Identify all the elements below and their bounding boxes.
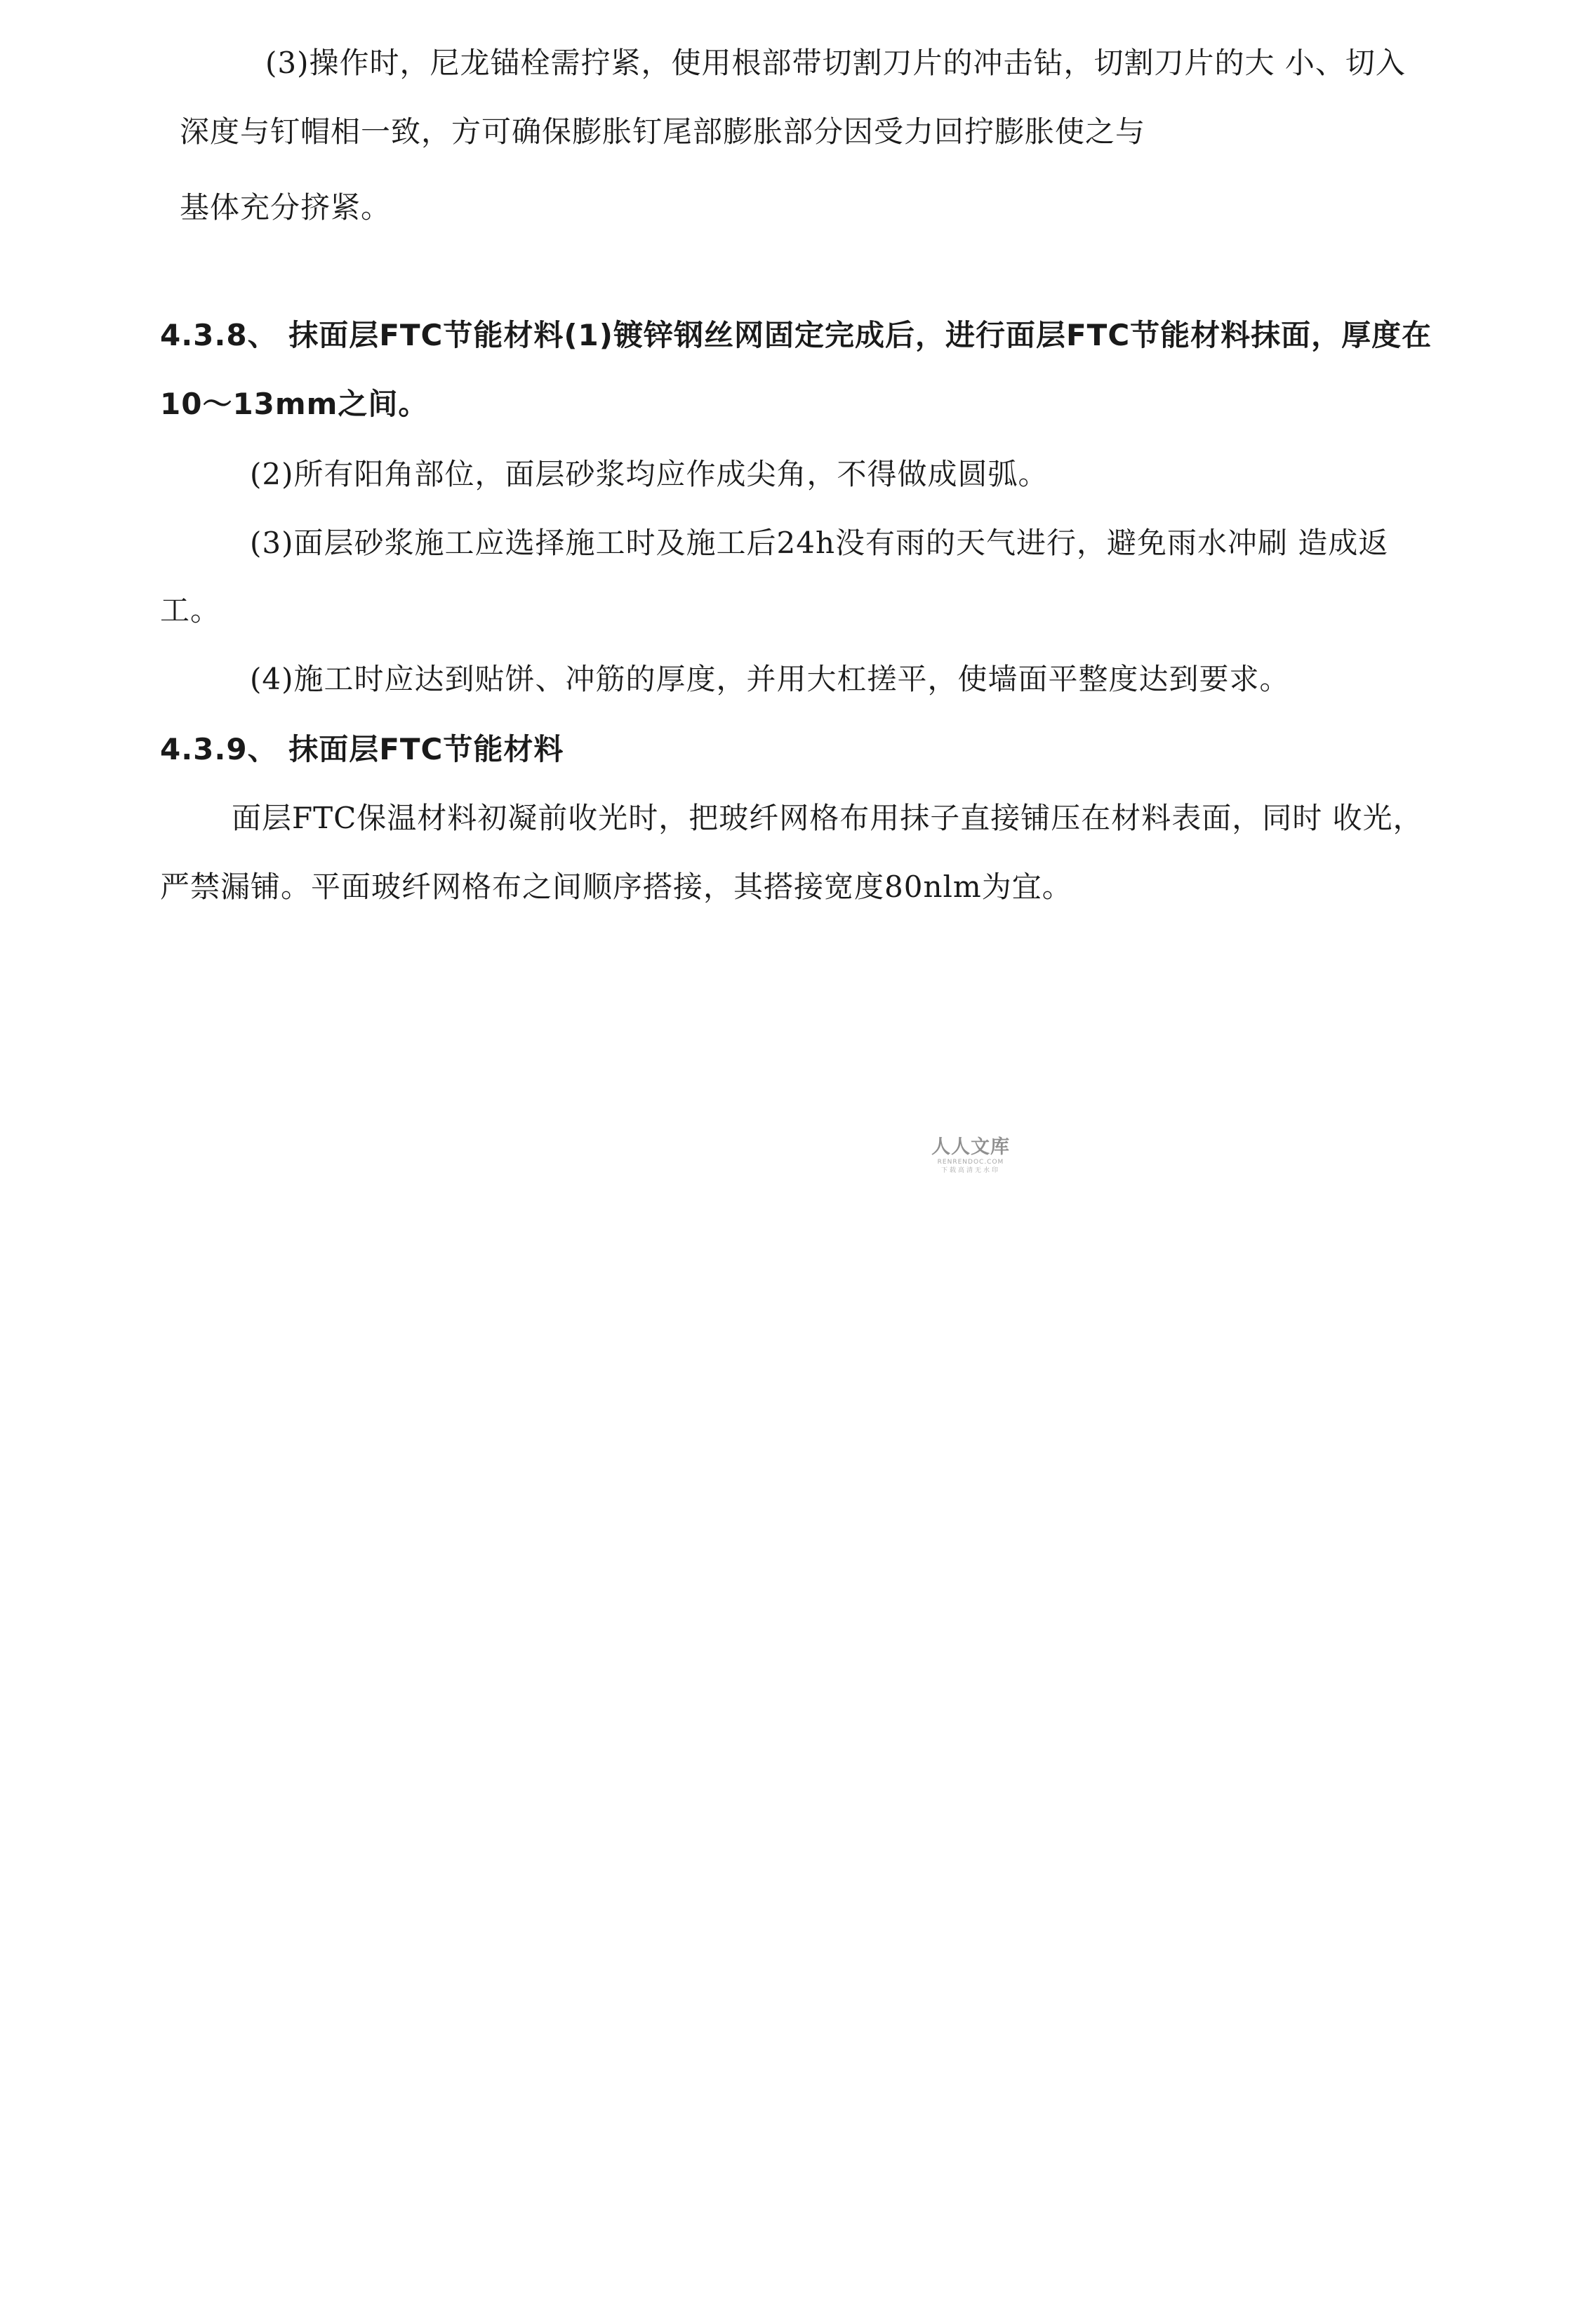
paragraph-line: (3)面层砂浆施工应选择施工时及施工后24h没有雨的天气进行，避免雨水冲刷 造成返: [250, 526, 1389, 560]
paragraph-line: (4)施工时应达到贴饼、冲筋的厚度，并用大杠搓平，使墙面平整度达到要求。: [250, 662, 1290, 696]
paragraph-line: 工。: [160, 593, 221, 627]
paragraph-line: 严禁漏铺。平面玻纤网格布之间顺序搭接，其搭接宽度80nlm为宜。: [160, 870, 1072, 904]
paragraph-line: 基体充分挤紧。: [180, 190, 392, 225]
watermark-tag: 下载高清无水印: [940, 1167, 1000, 1174]
watermark-title: 人人文库: [931, 1136, 1010, 1158]
section-heading-4-3-8: 4.3.8、 抹面层FTC节能材料(1)镀锌钢丝网固定完成后，进行面层FTC节能材料抹面，厚度在: [160, 318, 1432, 352]
paragraph-line: (2)所有阳角部位，面层砂浆均应作成尖角，不得做成圆弧。: [250, 457, 1049, 491]
watermark-url: RENRENDOC.COM: [937, 1159, 1004, 1166]
paragraph-line: 深度与钉帽相一致，方可确保膨胀钉尾部膨胀部分因受力回拧膨胀使之与: [180, 114, 1146, 149]
paragraph-line: (3)操作时，尼龙锚栓需拧紧，使用根部带切割刀片的冲击钻，切割刀片的大 小、切入: [265, 46, 1406, 80]
paragraph-line: 10〜13mm之间。: [160, 387, 429, 421]
paragraph-line: 面层FTC保温材料初凝前收光时，把玻纤网格布用抹子直接铺压在材料表面，同时 收光，: [232, 801, 1423, 835]
section-heading-4-3-9: 4.3.9、 抹面层FTC节能材料: [160, 732, 564, 766]
watermark-logo: [925, 1137, 1016, 1175]
